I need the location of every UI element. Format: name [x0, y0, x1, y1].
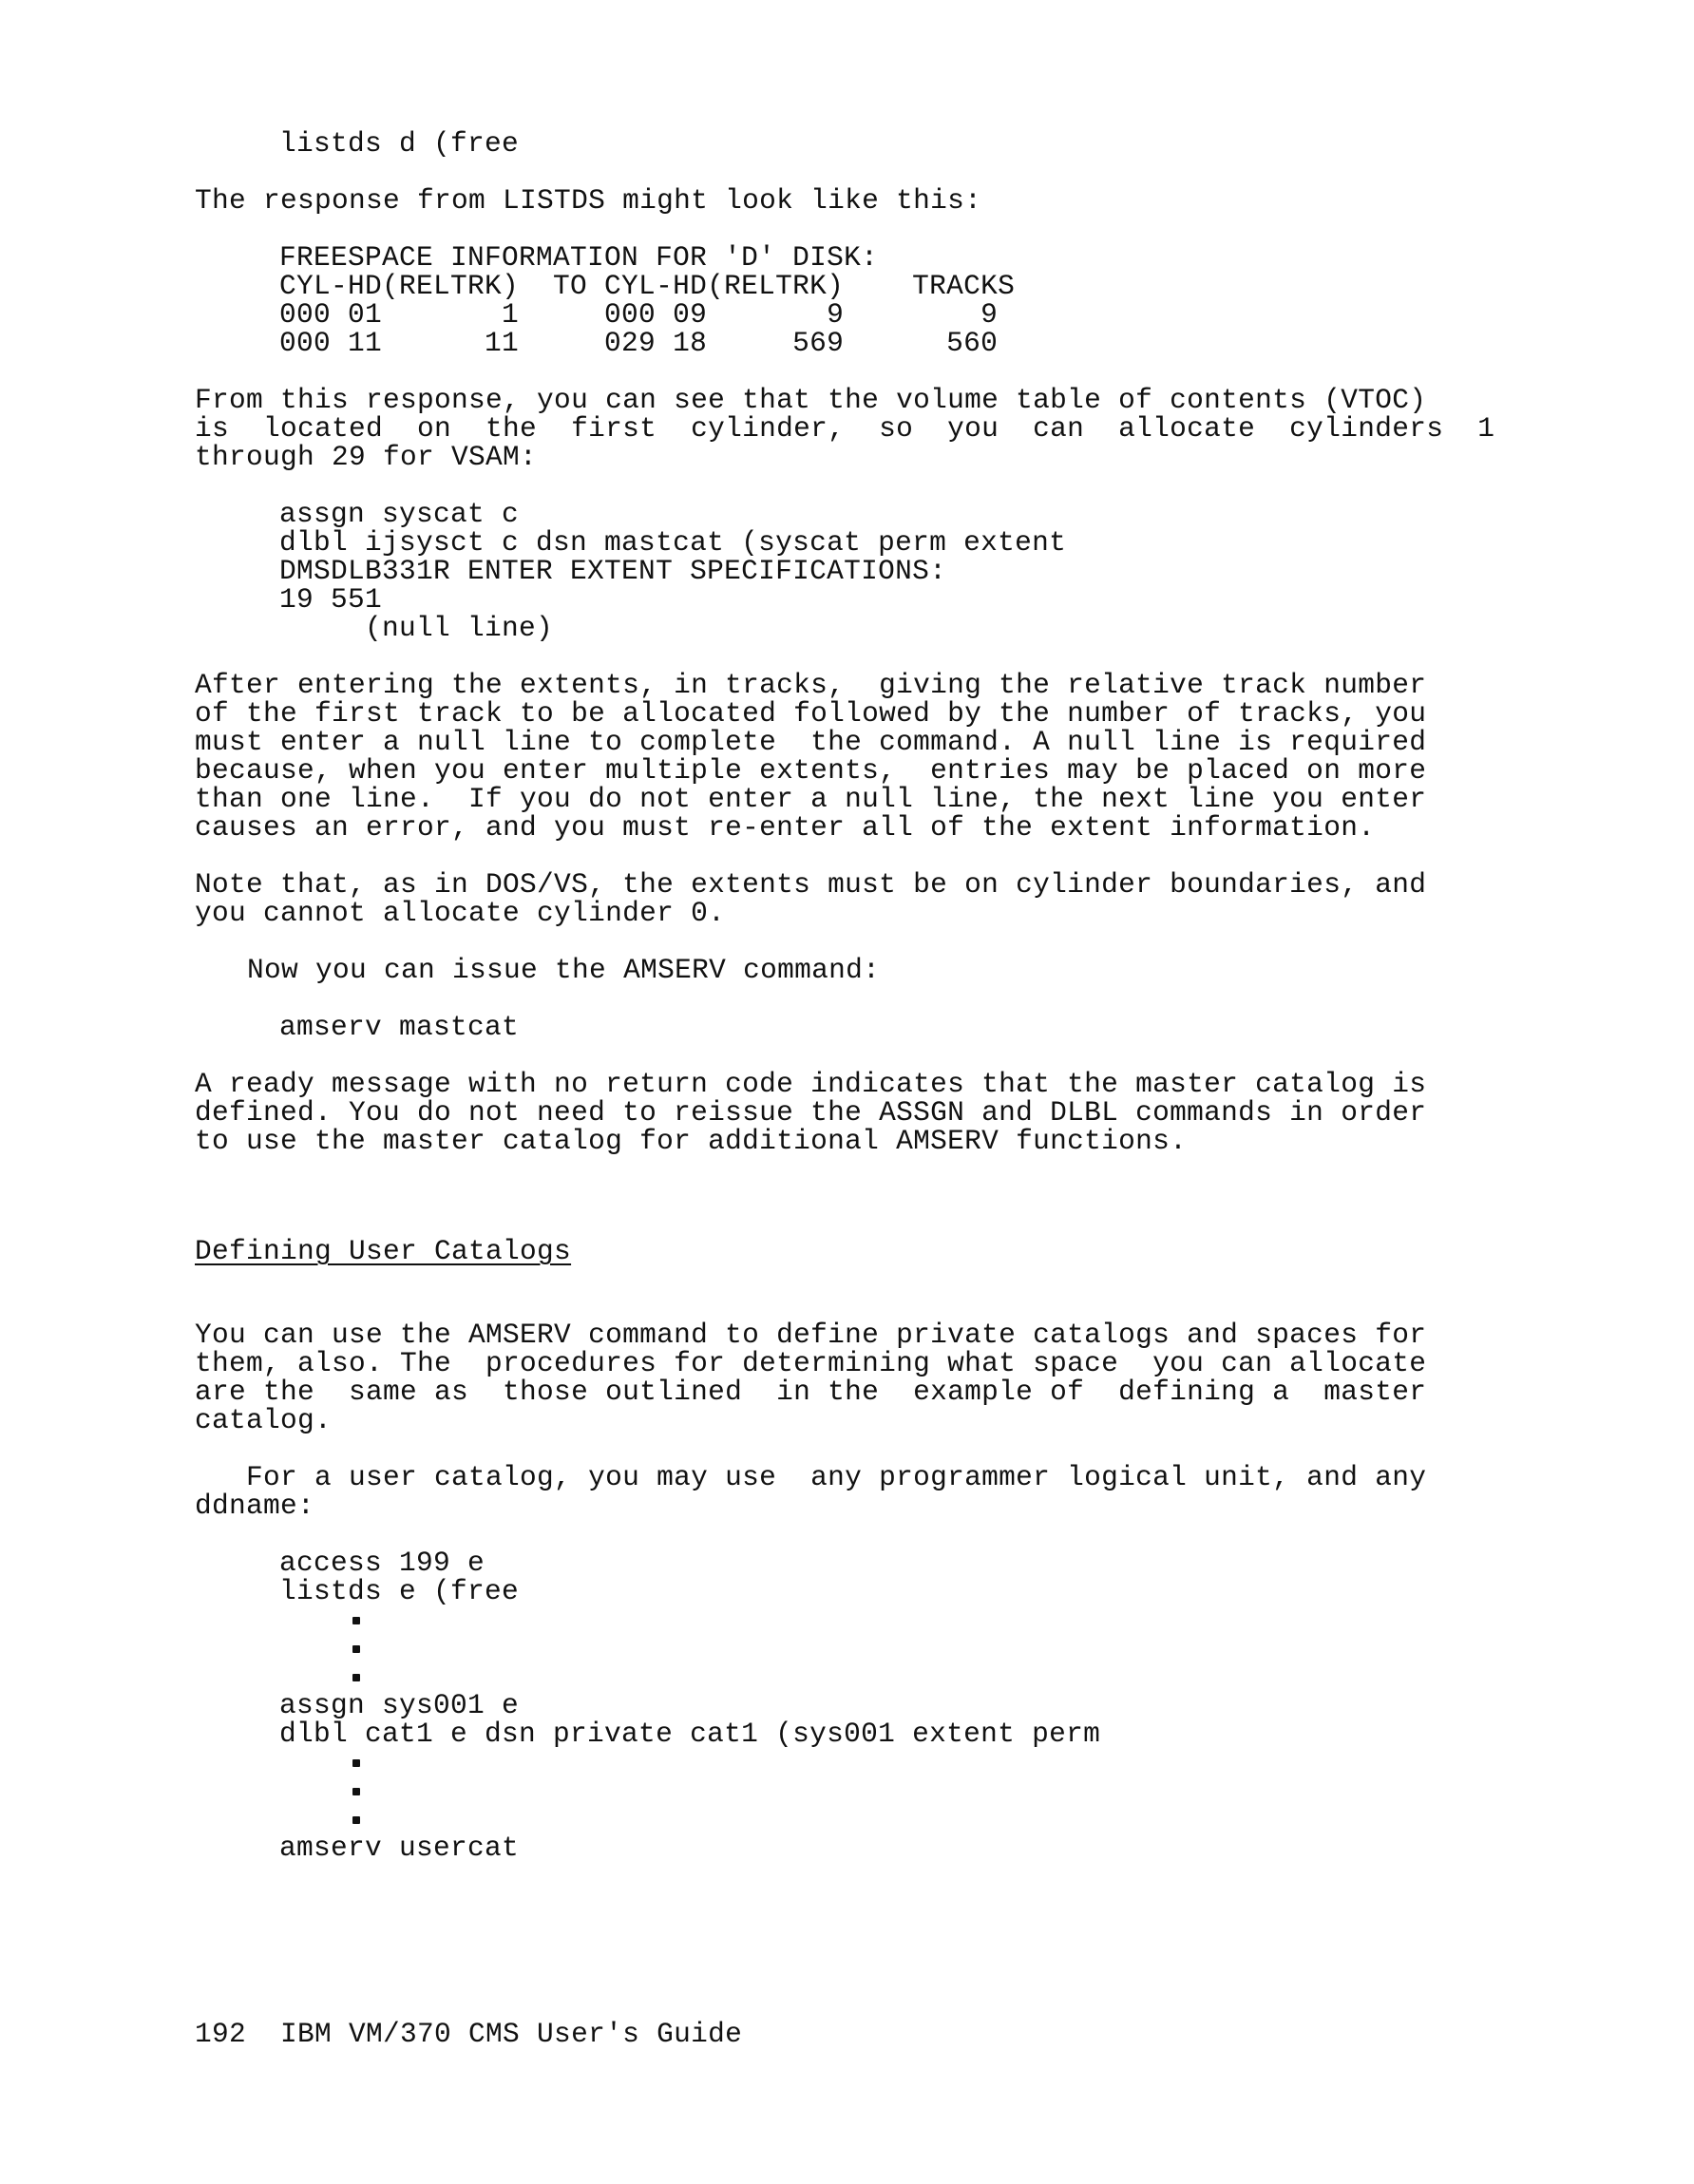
mastcat-command-line: assgn syscat c	[279, 498, 520, 530]
private-paragraph-line: catalog.	[195, 1404, 333, 1436]
ready-paragraph-line: A ready message with no return code indicates that the master catalog is	[195, 1068, 1427, 1100]
extents-paragraph-line: causes an error, and you must re-enter all of the extent information.	[195, 811, 1376, 844]
private-paragraph-line: You can use the AMSERV command to define private catalogs and spaces for	[195, 1319, 1427, 1351]
vtoc-paragraph-line: is located on the first cylinder, so you can allocate cylinders 1	[195, 412, 1495, 445]
ready-paragraph-line: to use the master catalog for additional AMSERV functions.	[195, 1125, 1188, 1157]
command-assgn-sys001: assgn sys001 e	[279, 1689, 520, 1721]
ellipsis-dot	[352, 1788, 360, 1795]
mastcat-command-line: DMSDLB331R ENTER EXTENT SPECIFICATIONS:	[279, 555, 947, 587]
extents-paragraph-line: of the first track to be allocated followed by the number of tracks, you	[195, 697, 1427, 730]
extents-paragraph-line: must enter a null line to complete the command. A null line is required	[195, 726, 1427, 758]
vtoc-paragraph-line: through 29 for VSAM:	[195, 441, 538, 473]
ready-paragraph-line: defined. You do not need to reissue the ASSGN and DLBL commands in order	[195, 1096, 1427, 1129]
extents-paragraph-line: because, when you enter multiple extents, entries may be placed on more	[195, 754, 1427, 787]
ellipsis-dot	[352, 1617, 360, 1624]
section-heading: Defining User Catalogs	[195, 1235, 572, 1267]
command-amserv-mastcat: amserv mastcat	[279, 1011, 520, 1043]
freespace-header: FREESPACE INFORMATION FOR 'D' DISK:	[279, 241, 879, 274]
response-intro-text: The response from LISTDS might look like this:	[195, 184, 982, 217]
ellipsis-dot	[352, 1759, 360, 1767]
mastcat-command-line: dlbl ijsysct c dsn mastcat (syscat perm extent	[279, 526, 1067, 559]
mastcat-command-line: (null line)	[279, 612, 554, 644]
private-paragraph-line: them, also. The procedures for determining what space you can allocate	[195, 1347, 1427, 1379]
page-footer: 192 IBM VM/370 CMS User's Guide	[195, 2018, 743, 2050]
now-issue-text: Now you can issue the AMSERV command:	[247, 954, 881, 986]
freespace-row: 000 11 11 029 18 569 560	[279, 327, 999, 359]
command-amserv-usercat: amserv usercat	[279, 1832, 520, 1864]
extents-paragraph-line: After entering the extents, in tracks, giving the relative track number	[195, 669, 1427, 701]
freespace-row: 000 01 1 000 09 9 9	[279, 298, 999, 331]
dosvs-paragraph-line: Note that, as in DOS/VS, the extents must be on cylinder boundaries, and	[195, 868, 1427, 901]
user-catalog-paragraph-line: For a user catalog, you may use any programmer logical unit, and any	[195, 1461, 1427, 1493]
command-dlbl-cat1: dlbl cat1 e dsn private cat1 (sys001 extent perm	[279, 1718, 1101, 1750]
command-access: access 199 e	[279, 1547, 485, 1579]
vtoc-paragraph-line: From this response, you can see that the volume table of contents (VTOC)	[195, 384, 1427, 416]
freespace-columns: CYL-HD(RELTRK) TO CYL-HD(RELTRK) TRACKS	[279, 270, 1016, 302]
ellipsis-dot	[352, 1816, 360, 1824]
command-listds-e: listds e (free	[279, 1575, 520, 1607]
command-listds-d: listds d (free	[279, 127, 520, 160]
ellipsis-dot	[352, 1674, 360, 1681]
mastcat-command-line: 19 551	[279, 583, 383, 616]
extents-paragraph-line: than one line. If you do not enter a null line, the next line you enter	[195, 783, 1427, 815]
private-paragraph-line: are the same as those outlined in the example of defining a master	[195, 1376, 1427, 1408]
user-catalog-paragraph-line: ddname:	[195, 1490, 315, 1522]
dosvs-paragraph-line: you cannot allocate cylinder 0.	[195, 897, 726, 929]
ellipsis-dot	[352, 1645, 360, 1653]
